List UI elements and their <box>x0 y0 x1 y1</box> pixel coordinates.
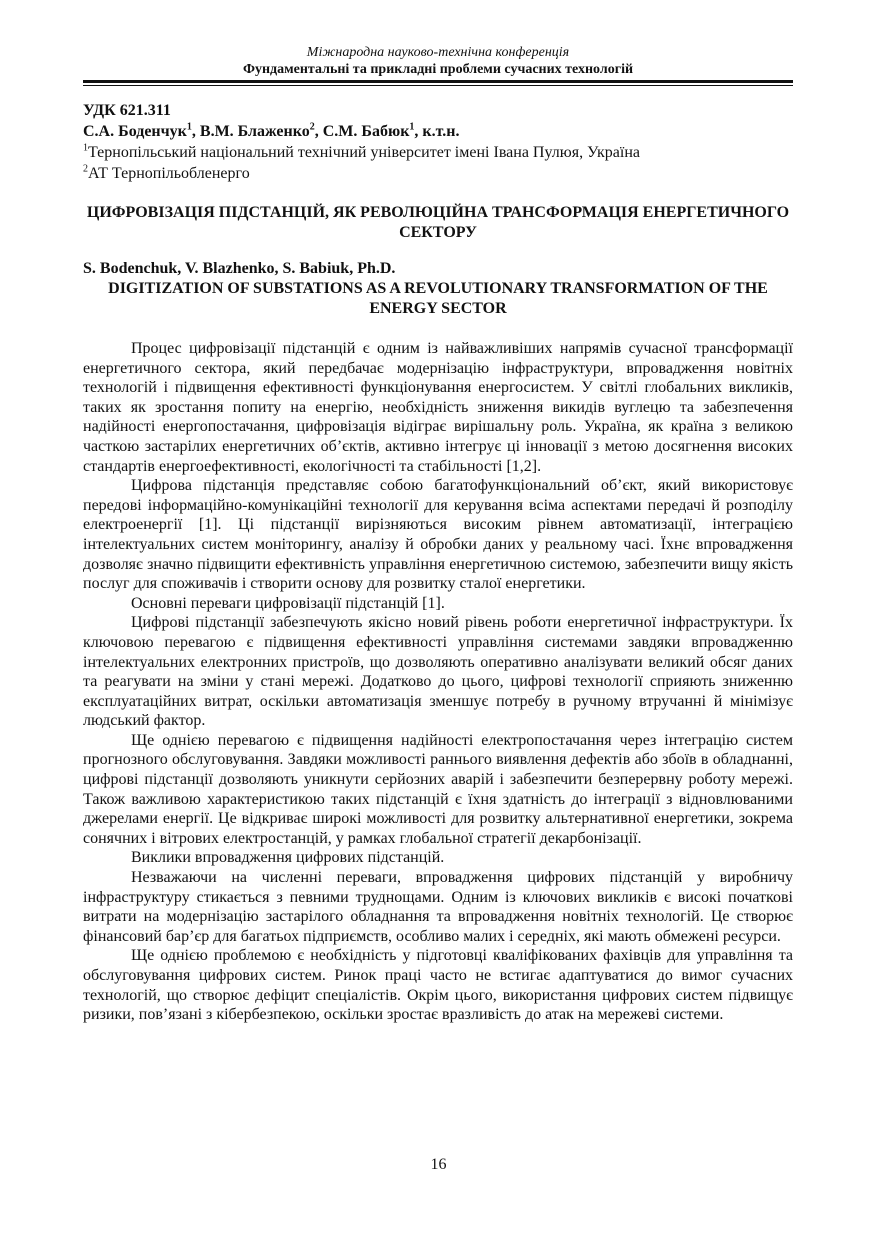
affiliation-text: Тернопільський національний технічний університет імені Івана Пулюя, Україна <box>88 144 640 161</box>
affiliation-text: АТ Тернопільобленерго <box>88 165 250 182</box>
section-heading: Основні переваги цифровізації підстанцій [1]. <box>131 594 445 612</box>
author-affiliation-mark: 1 <box>409 121 415 133</box>
paragraph: Ще однією проблемою є необхідність у підготовці кваліфікованих фахівців для управління та обслуговування цифрових систем. Ринок праці часто не встигає адаптуватися до вимог сучасних технологій, що створює дефіцит спеціалістів. Окрім цього, використання цифрових систем підвищує ризики, пов’язані з кібербезпекою, оскільки зростає вразливість до атак на мережеві системи. <box>83 947 793 1024</box>
front-matter <box>83 100 793 319</box>
udc-code: УДК 621.311 <box>83 102 171 119</box>
conference-subtitle: Міжнародна науково-технічна конференція <box>306 45 570 60</box>
affiliation-mark: 2 <box>83 163 88 175</box>
affiliation-2 <box>83 163 793 184</box>
paragraph: Ще однією перевагою є підвищення надійності електропостачання через інтеграцію систем прогнозного обслуговування. Завдяки можливості раннього виявлення дефектів або збоїв в обладнанні, цифрові підстанції дозволяють уникнути серйозних аварій і забезпечити безперервну роботу мережі. Також важливою характеристикою таких підстанцій є їхня здатність до інтеграції з відновлюваними джерелами енергії. Це відкриває широкі можливості для розвитку альтернативної енергетики, зокрема сонячних і вітрових електростанцій, у рамках глобальної стратегії декарбонізації. <box>83 731 793 847</box>
author-affiliation-mark: 2 <box>309 121 315 133</box>
author-name: В.М. Блаженко <box>199 123 310 140</box>
running-header <box>83 44 793 86</box>
affiliation-1 <box>83 142 793 163</box>
author-line <box>83 121 793 142</box>
paper-title-uk: ЦИФРОВІЗАЦІЯ ПІДСТАНЦІЙ, ЯК РЕВОЛЮЦІЙНА ТРАНСФОРМАЦІЯ ЕНЕРГЕТИЧНОГО СЕКТОРУ <box>86 204 790 241</box>
body-text <box>83 339 793 1025</box>
author-separator: , <box>191 123 200 140</box>
section-heading: Виклики впровадження цифрових підстанцій. <box>131 849 445 867</box>
authors-en: S. Bodenchuk, V. Blazhenko, S. Babiuk, Ph.D. <box>83 260 396 277</box>
author-degree: , к.т.н. <box>414 123 460 140</box>
header-rule-thick <box>83 80 793 83</box>
author-name: С.М. Бабюк <box>322 123 410 140</box>
author-name: С.А. Боденчук <box>83 123 187 140</box>
affiliation-mark: 1 <box>83 142 88 154</box>
paragraph: Цифрові підстанції забезпечують якісно новий рівень роботи енергетичної інфраструктури. Їх ключовою перевагою є підвищення ефективності управління системами завдяки впровадженню інтелектуальних електронних пристроїв, що дозволяють оперативно аналізувати великий обсяг даних та реагувати на зміни у стані мережі. Додатково до цього, цифрові технології сприяють зниженню експлуатаційних витрат, оскільки автоматизація зменшує потребу в ручному втручанні й мінімізує людський фактор. <box>83 614 793 730</box>
page-number: 16 <box>430 1156 447 1173</box>
paragraph: Незважаючи на численні переваги, впровадження цифрових підстанцій у виробничу інфраструктуру стикається з певними труднощами. Одним із ключових викликів є високі початкові витрати на модернізацію застарілого обладнання та впровадження новітніх технологій. Це створює фінансовий бар’єр для багатьох підприємств, особливо малих і середніх, які мають обмежені ресурси. <box>83 869 793 945</box>
paragraph: Процес цифровізації підстанцій є одним із найважливіших напрямів сучасної трансформації енергетичного сектора, який передбачає модернізацію інфраструктури, впровадження новітніх технологій і підвищення ефективності функціонування енергосистем. У світлі глобальних викликів, таких як зростання попиту на енергію, необхідність зниження викидів вуглецю та забезпечення надійності енергопостачання, цифровізація відіграє вирішальну роль. Україна, як країна з великою часткою застарілих енергетичних об’єктів, активно інтегрує ці інновації з метою досягнення високих стандартів енергоефективності, екологічності та стабільності [1,2]. <box>83 340 793 475</box>
paragraph: Цифрова підстанція представляє собою багатофункціональний об’єкт, який використовує передові інформаційно-комунікаційні технології для керування всіма аспектами передачі й розподілу електроенергії [1]. Ці підстанції вирізняються високим рівнем автоматизації, інтеграцією інтелектуальних систем моніторингу, аналізу й обробки даних у реальному часі. Їхнє впровадження дозволяє значно підвищити ефективність управління енергетичною системою, забезпечити вищу якість послуг для споживачів і створити основу для розвитку сталої енергетики. <box>83 477 793 593</box>
author-separator: , <box>314 123 323 140</box>
header-rule-thin <box>83 85 793 86</box>
author-affiliation-mark: 1 <box>186 121 192 133</box>
conference-title: Фундаментальні та прикладні проблеми сучасних технологій <box>242 62 634 77</box>
paper-title-en: DIGITIZATION OF SUBSTATIONS AS A REVOLUTIONARY TRANSFORMATION OF THE ENERGY SECTOR <box>108 280 768 317</box>
